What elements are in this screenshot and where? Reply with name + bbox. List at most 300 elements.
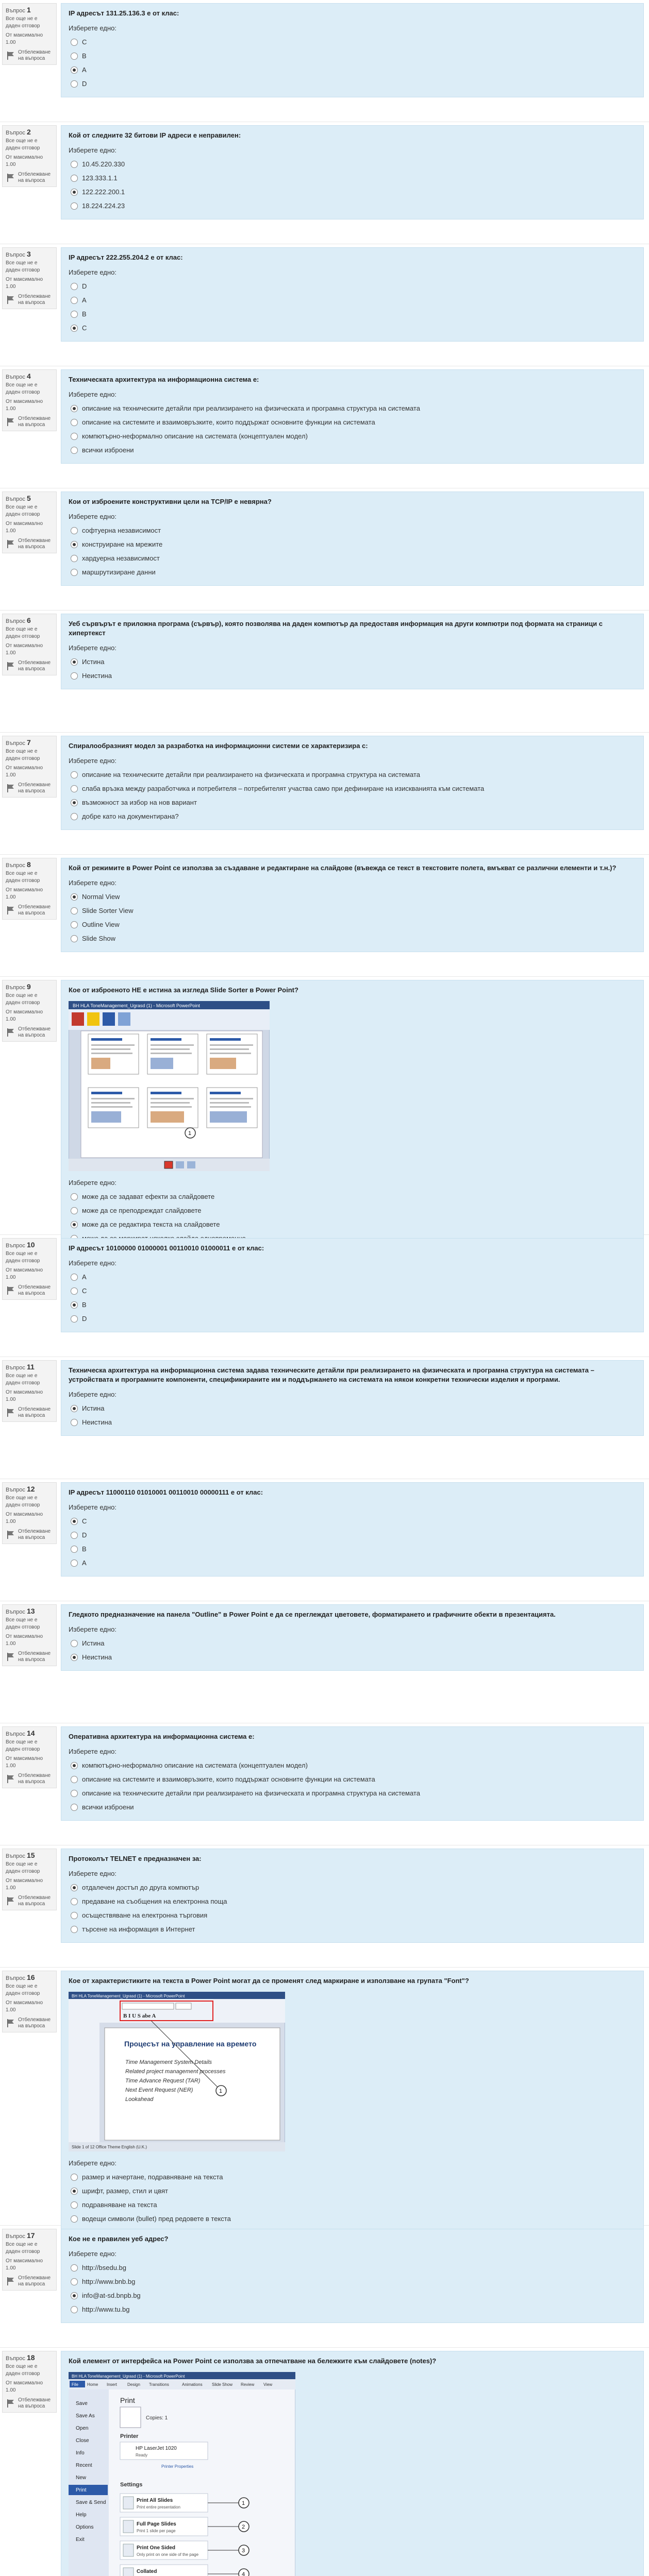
ribbon-tab: Design	[127, 2382, 140, 2387]
answer-option[interactable]	[69, 655, 636, 669]
answer-text: B	[82, 1301, 87, 1309]
question-block	[0, 1845, 649, 1968]
flag-question-button[interactable]	[6, 1284, 53, 1297]
question-prefix: Въпрос	[6, 1243, 25, 1249]
answer-option[interactable]	[69, 1772, 636, 1786]
answer-text: B	[82, 310, 87, 318]
screenshot-title: BH HLA ToneManagement_Ugrasd (1) - Microsoft PowerPoint	[72, 1994, 185, 1998]
answer-text: A	[82, 1273, 87, 1281]
flag-label: Отбележване на въпроса	[18, 1284, 51, 1296]
ribbon-tab: Slide Show	[212, 2382, 233, 2387]
radio-button[interactable]	[71, 1884, 78, 1891]
answer-option[interactable]	[69, 809, 636, 823]
radio-button[interactable]	[71, 541, 78, 548]
question-info	[2, 369, 57, 431]
answer-text: хардуерна независимост	[82, 554, 160, 562]
radio-button[interactable]	[71, 1532, 78, 1539]
question-number	[6, 1241, 53, 1249]
question-image	[69, 1001, 636, 1173]
radio-button[interactable]	[71, 447, 78, 454]
question-text: Уеб сървърът е приложна програма (сървър), която позволява на даден компютър да предоставя информация на други компютри под формата на страници с хипертекст	[69, 620, 603, 637]
question-block	[0, 1601, 649, 1723]
answer-text: A	[82, 1559, 87, 1567]
radio-button[interactable]	[71, 2264, 78, 2272]
radio-button[interactable]	[71, 419, 78, 426]
flag-label: Отбележване на въпроса	[18, 1529, 51, 1540]
answer-option[interactable]	[69, 2261, 636, 2275]
print-setting-title: Print One Sided	[137, 2545, 176, 2551]
radio-button[interactable]	[71, 283, 78, 290]
answer-option[interactable]	[69, 415, 636, 429]
flag-question-button[interactable]	[6, 416, 53, 428]
ribbon-tab: Insert	[107, 2382, 118, 2387]
answer-option[interactable]	[69, 1922, 636, 1936]
radio-button[interactable]	[71, 80, 78, 88]
answer-prompt: Изберете едно:	[69, 1391, 117, 1398]
flag-question-button[interactable]	[6, 2275, 53, 2287]
answer-option[interactable]	[69, 1556, 636, 1570]
flag-label: Отбележване на въпроса	[18, 416, 51, 428]
radio-button[interactable]	[71, 907, 78, 914]
flag-question-button[interactable]	[6, 172, 53, 184]
answer-text: размер и начертане, подравняване на текста	[82, 2173, 223, 2181]
answer-option[interactable]	[69, 1908, 636, 1922]
radio-button[interactable]	[71, 2306, 78, 2313]
callout-number: 2	[242, 2524, 245, 2530]
answer-option[interactable]	[69, 669, 636, 683]
answer-option[interactable]	[69, 782, 636, 795]
backstage-menu-item: Open	[76, 2426, 89, 2431]
answer-text: водещи символи (bullet) пред редовете в текста	[82, 2215, 231, 2223]
flag-question-button[interactable]	[6, 782, 53, 794]
question-index: 1	[26, 6, 31, 14]
flag-icon	[6, 1896, 16, 1906]
answer-prompt: Изберете едно:	[69, 1179, 117, 1187]
radio-button[interactable]	[71, 1762, 78, 1769]
answer-list	[69, 401, 636, 457]
flag-question-button[interactable]	[6, 1651, 53, 1663]
question-state: Все още не е даден отговор	[6, 1984, 40, 1996]
answer-option[interactable]	[69, 2289, 636, 2302]
radio-button[interactable]	[71, 189, 78, 196]
answer-option[interactable]	[69, 1284, 636, 1298]
flag-label: Отбележване на въпроса	[18, 294, 51, 306]
answer-option[interactable]	[69, 795, 636, 809]
answer-option[interactable]	[69, 2275, 636, 2289]
answer-list	[69, 523, 636, 579]
question-max-grade: От максимално 1.00	[6, 1267, 43, 1280]
question-prefix: Въпрос	[6, 618, 25, 624]
question-max-grade: От максимално 1.00	[6, 1756, 43, 1769]
question-info	[2, 247, 57, 309]
flag-question-button[interactable]	[6, 538, 53, 550]
answer-text: отдалечен достъп до друга компютър	[82, 1884, 199, 1891]
question-prefix: Въпрос	[6, 1487, 25, 1493]
answer-text: може да се редактира текста на слайдовете	[82, 1221, 220, 1228]
answer-option[interactable]	[69, 2302, 636, 2316]
answer-option[interactable]	[69, 2198, 636, 2212]
question-block	[0, 366, 649, 488]
question-index: 12	[26, 1485, 35, 1493]
flag-question-button[interactable]	[6, 904, 53, 917]
answer-text: D	[82, 1531, 87, 1539]
radio-button[interactable]	[71, 297, 78, 304]
answer-text: описание на техническите детайли при реализирането на физическата и програмна структура на системата	[82, 771, 420, 778]
question-block	[0, 1723, 649, 1845]
answer-option[interactable]	[69, 171, 636, 185]
answer-text: описание на системите и взаимовръзките, които поддържат основните функции на системата	[82, 1775, 375, 1783]
answer-option[interactable]	[69, 77, 636, 91]
radio-button[interactable]	[71, 1560, 78, 1567]
answer-option[interactable]	[69, 321, 636, 335]
question-info	[2, 492, 57, 553]
question-number	[6, 1730, 53, 1738]
answer-text: може да се преподреждат слайдовете	[82, 1207, 202, 1214]
question-block	[0, 1235, 649, 1357]
answer-prompt: Изберете едно:	[69, 757, 117, 765]
answer-prompt: Изберете едно:	[69, 146, 117, 154]
answer-text: описание на системите и взаимовръзките, които поддържат основните функции на системата	[82, 418, 375, 426]
answer-option[interactable]	[69, 918, 636, 931]
answer-option[interactable]	[69, 537, 636, 551]
radio-button[interactable]	[71, 2174, 78, 2181]
answer-option[interactable]	[69, 1270, 636, 1284]
answer-text: A	[82, 66, 87, 74]
radio-button[interactable]	[71, 1912, 78, 1919]
question-prefix: Въпрос	[6, 862, 25, 869]
radio-button[interactable]	[71, 2278, 78, 2285]
radio-button[interactable]	[71, 527, 78, 534]
question-block	[0, 2348, 649, 2576]
answer-option[interactable]	[69, 279, 636, 293]
answer-option[interactable]	[69, 35, 636, 49]
question-prefix: Въпрос	[6, 1853, 25, 1859]
question-info	[2, 1482, 57, 1544]
answer-text: предаване на съобщения на електронна поща	[82, 1897, 227, 1905]
question-number	[6, 1974, 53, 1982]
answer-option[interactable]	[69, 1880, 636, 1894]
answer-text: http://www.bnb.bg	[82, 2278, 136, 2285]
flag-icon	[6, 662, 16, 671]
flag-question-button[interactable]	[6, 49, 53, 62]
answer-list	[69, 1270, 636, 1326]
radio-button[interactable]	[71, 799, 78, 806]
flag-icon	[6, 1286, 16, 1295]
question-number	[6, 739, 53, 747]
question-prefix: Въпрос	[6, 8, 25, 14]
radio-button[interactable]	[71, 785, 78, 792]
answer-prompt: Изберете едно:	[69, 1503, 117, 1511]
flag-question-button[interactable]	[6, 1895, 53, 1907]
answer-prompt: Изберете едно:	[69, 391, 117, 398]
answer-text: подравняване на текста	[82, 2201, 157, 2209]
question-index: 9	[26, 982, 31, 991]
question-number	[6, 983, 53, 991]
slide-bullet: Time Management System Details	[125, 2059, 212, 2065]
question-text: Гледкото предназначение на панела "Outline" в Power Point е да се преглеждат цветовете, форматирането и графичните обекти в презентацията.	[69, 1611, 556, 1618]
question-prefix: Въпрос	[6, 374, 25, 380]
question-state: Все още не е даден отговор	[6, 16, 40, 29]
answer-option[interactable]	[69, 401, 636, 415]
answer-option[interactable]	[69, 2212, 636, 2226]
question-index: 3	[26, 250, 31, 258]
answer-option[interactable]	[69, 890, 636, 904]
answer-option[interactable]	[69, 931, 636, 945]
answer-option[interactable]	[69, 1401, 636, 1415]
radio-button[interactable]	[71, 1287, 78, 1295]
answer-text: Истина	[82, 658, 105, 666]
question-content	[61, 1360, 644, 1436]
question-text: Кое от изброеното НЕ е истина за изгледа Slide Sorter в Power Point?	[69, 986, 298, 994]
answer-option[interactable]	[69, 1800, 636, 1814]
print-backstage-screenshot	[69, 2372, 295, 2576]
answer-option[interactable]	[69, 63, 636, 77]
question-max-grade: От максимално 1.00	[6, 1634, 43, 1647]
ribbon-tab: File	[72, 2382, 78, 2387]
answer-option[interactable]	[69, 1542, 636, 1556]
flag-icon	[6, 2277, 16, 2286]
question-prefix: Въпрос	[6, 1609, 25, 1615]
question-number	[6, 2232, 53, 2240]
print-setting-sub: Print entire presentation	[137, 2505, 180, 2510]
question-max-grade: От максимално 1.00	[6, 1009, 43, 1022]
question-number	[6, 861, 53, 869]
radio-button[interactable]	[71, 1315, 78, 1323]
radio-button[interactable]	[71, 1419, 78, 1426]
print-setting-title: Collated	[137, 2569, 157, 2574]
radio-button[interactable]	[71, 175, 78, 182]
flag-question-button[interactable]	[6, 1773, 53, 1785]
radio-button[interactable]	[71, 325, 78, 332]
question-content	[61, 980, 644, 1252]
answer-text: http://bsedu.bg	[82, 2264, 127, 2272]
radio-button[interactable]	[71, 202, 78, 210]
answer-option[interactable]	[69, 904, 636, 918]
printer-properties-link: Printer Properties	[161, 2464, 194, 2469]
callout-number: 1	[242, 2500, 245, 2506]
answer-option[interactable]	[69, 1514, 636, 1528]
radio-button[interactable]	[71, 1654, 78, 1661]
answer-text: Истина	[82, 1639, 105, 1647]
answer-text: B	[82, 1545, 87, 1553]
answer-prompt: Изберете едно:	[69, 1625, 117, 1633]
flag-question-button[interactable]	[6, 2397, 53, 2410]
answer-option[interactable]	[69, 429, 636, 443]
flag-question-button[interactable]	[6, 1406, 53, 1419]
radio-button[interactable]	[71, 311, 78, 318]
answer-option[interactable]	[69, 307, 636, 321]
radio-button[interactable]	[71, 1546, 78, 1553]
question-number	[6, 1363, 53, 1371]
question-text: IP адресът 131.25.136.3 е от клас:	[69, 9, 179, 17]
radio-button[interactable]	[71, 1405, 78, 1412]
slide-heading: Процесът на управление на времето	[124, 2040, 257, 2048]
answer-text: C	[82, 1287, 87, 1295]
radio-button[interactable]	[71, 66, 78, 74]
radio-button[interactable]	[71, 658, 78, 666]
question-state: Все още не е даден отговор	[6, 260, 40, 273]
question-number	[6, 1485, 53, 1494]
answer-text: D	[82, 80, 87, 88]
question-text: Кое не е правилен уеб адрес?	[69, 2235, 169, 2243]
radio-button[interactable]	[71, 39, 78, 46]
radio-button[interactable]	[71, 2201, 78, 2209]
radio-button[interactable]	[71, 1274, 78, 1281]
answer-option[interactable]	[69, 1894, 636, 1908]
backstage-menu-item: Exit	[76, 2537, 85, 2543]
question-state: Все още не е даден отговор	[6, 504, 40, 517]
answer-list	[69, 1636, 636, 1664]
answer-option[interactable]	[69, 768, 636, 782]
answer-option[interactable]	[69, 1217, 636, 1231]
radio-button[interactable]	[71, 672, 78, 680]
answer-text: шрифт, размер, стил и цвят	[82, 2187, 168, 2195]
question-block	[0, 977, 649, 1235]
backstage-menu-item: Recent	[76, 2463, 92, 2468]
answer-prompt: Изберете едно:	[69, 1870, 117, 1877]
radio-button[interactable]	[71, 1301, 78, 1309]
question-state: Все още не е даден отговор	[6, 2364, 40, 2377]
backstage-menu-item: Save As	[76, 2413, 95, 2419]
answer-option[interactable]	[69, 1786, 636, 1800]
question-text: IP адресът 222.255.204.2 е от клас:	[69, 253, 183, 261]
answer-text: осъществяване на електронна търговия	[82, 1911, 208, 1919]
radio-button[interactable]	[71, 2188, 78, 2195]
backstage-menu-item: Options	[76, 2524, 94, 2530]
question-content	[61, 1849, 644, 1943]
answer-option[interactable]	[69, 1312, 636, 1326]
answer-option[interactable]	[69, 2184, 636, 2198]
answer-text: 123.333.1.1	[82, 174, 118, 182]
answer-text: Неистина	[82, 1653, 112, 1661]
answer-prompt: Изберете едно:	[69, 268, 117, 276]
radio-button[interactable]	[71, 1776, 78, 1783]
answer-option[interactable]	[69, 199, 636, 213]
answer-option[interactable]	[69, 443, 636, 457]
question-block	[0, 1357, 649, 1479]
answer-option[interactable]	[69, 1204, 636, 1217]
question-index: 14	[26, 1729, 35, 1737]
answer-option[interactable]	[69, 2170, 636, 2184]
flag-icon	[6, 1530, 16, 1539]
ribbon-tab: Animations	[182, 2382, 203, 2387]
question-block	[0, 0, 649, 122]
answer-text: info@at-sd.bnpb.bg	[82, 2292, 141, 2299]
radio-button[interactable]	[71, 1193, 78, 1200]
answer-option[interactable]	[69, 1650, 636, 1664]
question-state: Все още не е даден отговор	[6, 993, 40, 1006]
question-max-grade: От максимално 1.00	[6, 32, 43, 45]
flag-question-button[interactable]	[6, 2017, 53, 2029]
backstage-menu-item: Print	[76, 2487, 87, 2493]
radio-button[interactable]	[71, 433, 78, 440]
radio-button[interactable]	[71, 569, 78, 576]
flag-icon	[6, 539, 16, 549]
question-content	[61, 492, 644, 586]
answer-option[interactable]	[69, 185, 636, 199]
question-number	[6, 372, 53, 381]
radio-button[interactable]	[71, 1926, 78, 1933]
flag-question-button[interactable]	[6, 294, 53, 306]
slide-bullet: Related project management processes	[125, 2069, 226, 2075]
question-content	[61, 369, 644, 464]
answer-option[interactable]	[69, 1190, 636, 1204]
answer-option[interactable]	[69, 157, 636, 171]
question-info	[2, 2229, 57, 2291]
radio-button[interactable]	[71, 1790, 78, 1797]
radio-button[interactable]	[71, 1898, 78, 1905]
radio-button[interactable]	[71, 935, 78, 942]
answer-option[interactable]	[69, 293, 636, 307]
flag-label: Отбележване на въпроса	[18, 1895, 51, 1907]
radio-button[interactable]	[71, 1804, 78, 1811]
flag-question-button[interactable]	[6, 1026, 53, 1039]
backstage-menu-item: Save	[76, 2401, 88, 2406]
question-text: Кой елемент от интерфейса на Power Point се използва за отпечатване на бележките към слайдовете (notes)?	[69, 2357, 437, 2365]
radio-button[interactable]	[71, 53, 78, 60]
question-max-grade: От максимално 1.00	[6, 155, 43, 167]
question-prefix: Въпрос	[6, 1365, 25, 1371]
callout-number: 1	[219, 2088, 223, 2094]
question-text: Техническа архитектура на информационна система задава техническите детайли при реализирането на физическата и програмна структура на системата – устройствата и програмните компоненти, спецификираните им и поддържането на системата на някои конкретни технически изделия и програми.	[69, 1366, 594, 1383]
radio-button[interactable]	[71, 1221, 78, 1228]
answer-list	[69, 768, 636, 823]
radio-button[interactable]	[71, 1518, 78, 1525]
answer-text: Истина	[82, 1404, 105, 1412]
answer-option[interactable]	[69, 1636, 636, 1650]
question-max-grade: От максимално 1.00	[6, 277, 43, 290]
flag-question-button[interactable]	[6, 1529, 53, 1541]
question-max-grade: От максимално 1.00	[6, 399, 43, 412]
radio-button[interactable]	[71, 1207, 78, 1214]
radio-button[interactable]	[71, 405, 78, 412]
answer-prompt: Изберете едно:	[69, 1259, 117, 1267]
answer-option[interactable]	[69, 49, 636, 63]
question-content	[61, 1482, 644, 1577]
answer-option[interactable]	[69, 1415, 636, 1429]
question-info	[2, 1971, 57, 2032]
question-index: 2	[26, 128, 31, 136]
answer-text: 10.45.220.330	[82, 160, 125, 168]
radio-button[interactable]	[71, 771, 78, 778]
question-max-grade: От максимално 1.00	[6, 1512, 43, 1524]
answer-option[interactable]	[69, 1298, 636, 1312]
question-index: 13	[26, 1607, 35, 1615]
radio-button[interactable]	[71, 921, 78, 928]
answer-option[interactable]	[69, 565, 636, 579]
radio-button[interactable]	[71, 2215, 78, 2223]
question-number	[6, 1607, 53, 1616]
answer-option[interactable]	[69, 1758, 636, 1772]
ribbon-tab: Transitions	[149, 2382, 169, 2387]
flag-question-button[interactable]	[6, 660, 53, 672]
answer-option[interactable]	[69, 1528, 636, 1542]
answer-option[interactable]	[69, 551, 636, 565]
radio-button[interactable]	[71, 1640, 78, 1647]
flag-label: Отбележване на въпроса	[18, 660, 51, 672]
radio-button[interactable]	[71, 813, 78, 820]
radio-button[interactable]	[71, 161, 78, 168]
question-block	[0, 488, 649, 611]
radio-button[interactable]	[71, 555, 78, 562]
question-text: Техническата архитектура на информационна система е:	[69, 376, 259, 383]
flag-label: Отбележване на въпроса	[18, 2397, 51, 2409]
radio-button[interactable]	[71, 893, 78, 901]
radio-button[interactable]	[71, 2292, 78, 2299]
answer-text: C	[82, 38, 87, 46]
answer-option[interactable]	[69, 523, 636, 537]
slide-bullet: Time Advance Request (TAR)	[125, 2078, 201, 2084]
